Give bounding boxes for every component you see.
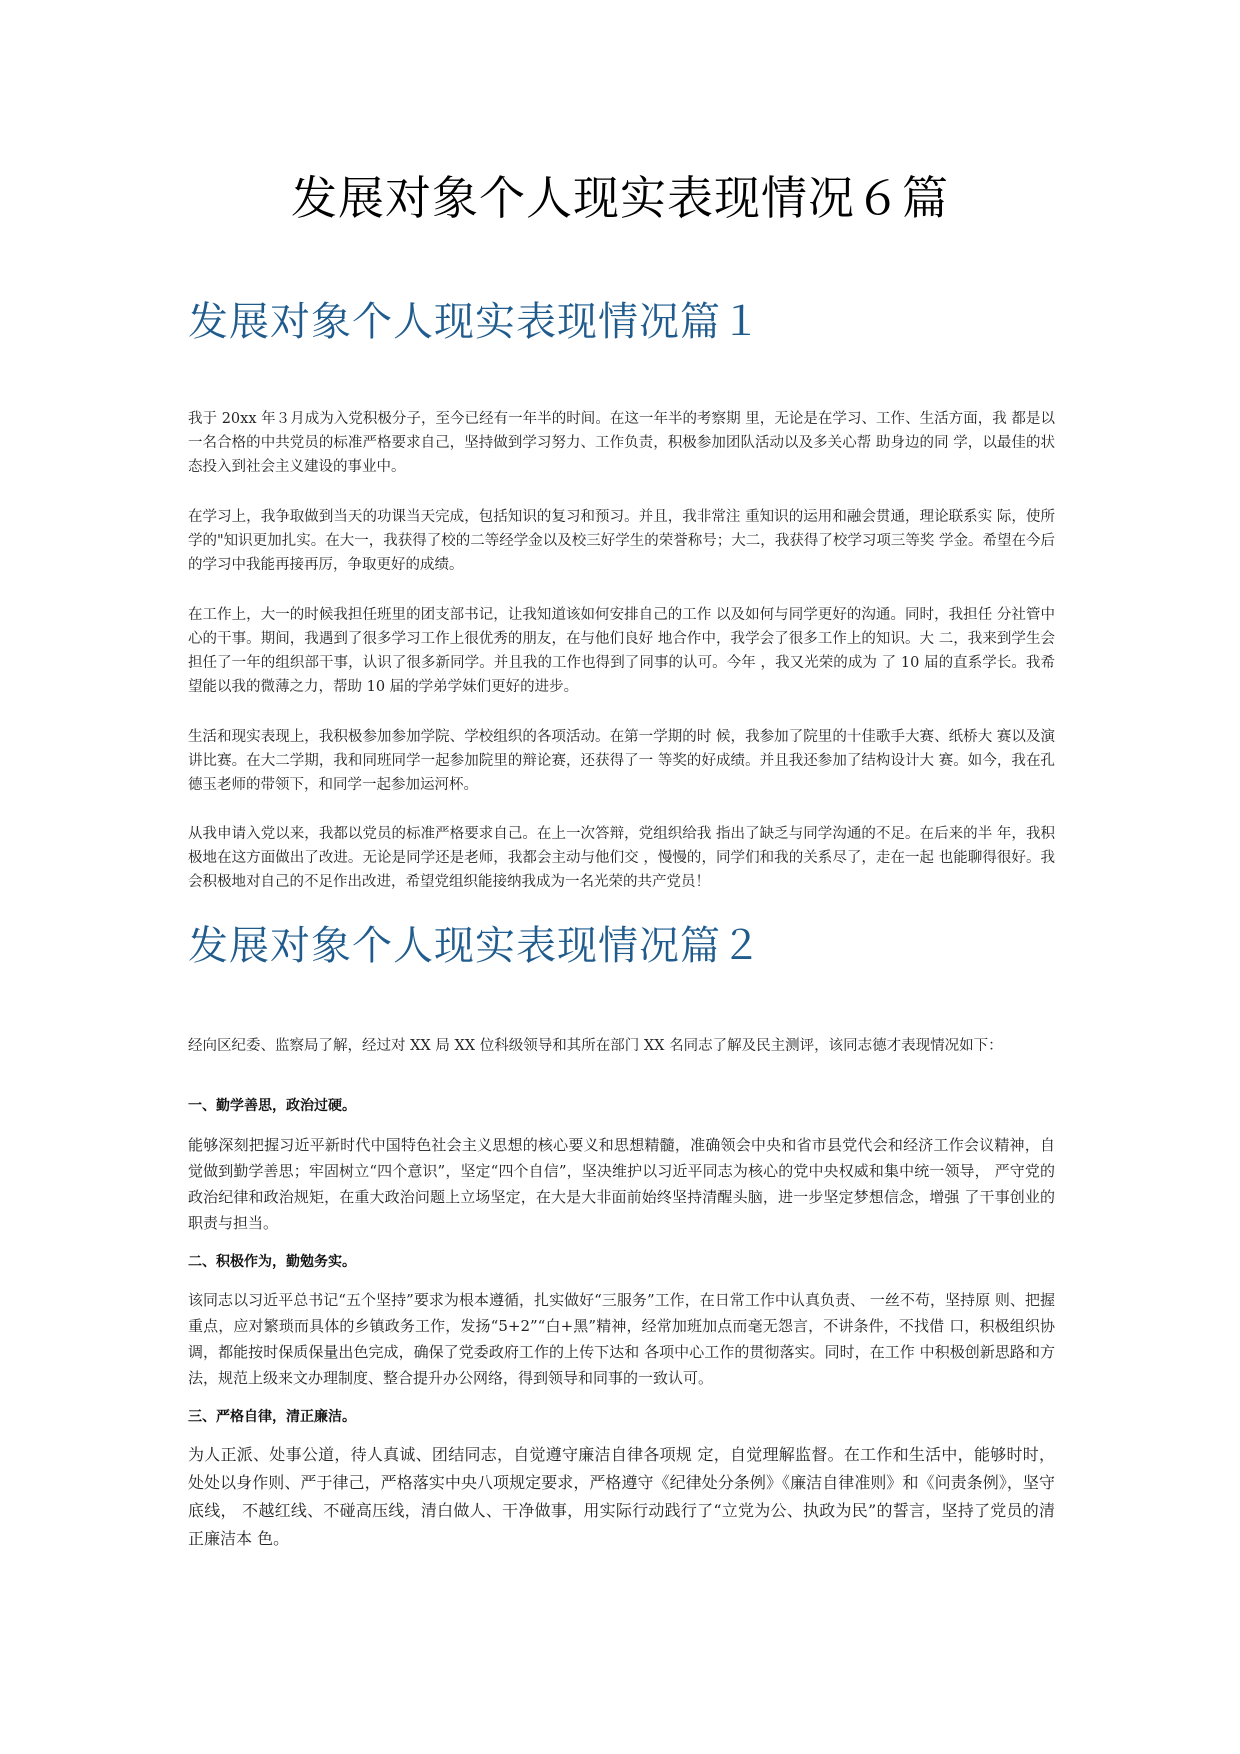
section-2-intro: 经向区纪委、监察局了解，经过对 XX 局 XX 位科级领导和其所在部门 XX 名同志了解及民主测评，该同志德才表现情况如下： bbox=[188, 1038, 1003, 1054]
document-title: 发展对象个人现实表现情况６篇 bbox=[291, 171, 949, 225]
section-1-paragraph-4: 生活和现实表现上，我积极参加参加学院、学校组织的各项活动。在第一学期的时 候，我参加了院里的十佳歌手大赛、纸桥大 赛以及演讲比赛。在大二学期，我和同班同学一起参加院里的辩论赛，还获得了一 等奖的好成绩。并且我还参加了结构设计大 赛。如今，我在孔德玉老师的带领下，和同学一起参加运河杯。 bbox=[188, 729, 1055, 793]
section-2-item-1-heading: 一、勤学善思，政治过硬。 bbox=[188, 1098, 356, 1114]
section-2-item-1-text: 能够深刻把握习近平新时代中国特色社会主义思想的核心要义和思想精髓，准确领会中央和省市县党代会和经济工作会议精神，自觉做到勤学善思；牢固树立“四个意识”，坚定“四个自信”，坚决维护以习近平同志为核心的党中央权威和集中统一领导， 严守党的政治纪律和政治规矩，在重大政治问题上立场坚定，在大是大非面前始终坚持清醒头脑，进一步坚定梦想信念，增强 了干事创业的职责与担当。 bbox=[188, 1136, 1055, 1232]
section-1-paragraph-3: 在工作上，大一的时候我担任班里的团支部书记，让我知道该如何安排自己的工作 以及如何与同学更好的沟通。同时，我担任 分社管中心的干事。期间，我遇到了很多学习工作上很优秀的朋友，在与他们良好 地合作中，我学会了很多工作上的知识。大 二，我来到学生会担任了一年的组织部干事，认识了很多新同学。并且我的工作也得到了同事的认可。今年 ，我又光荣的成为 了 10 届的直系学长。我希望能以我的微薄之力，帮助 10 届的学弟学妹们更好的进步。 bbox=[188, 607, 1055, 695]
section-2-item-3-text: 为人正派、处事公道，待人真诚、团结同志，自觉遵守廉洁自律各项规 定，自觉理解监督。在工作和生活中，能够时时，处处以身作则、严于律己，严格落实中央八项规定要求，严格遵守《纪律处分条例》《廉洁自律准则》和《问责条例》，坚守底线， 不越红线、不碰高压线，清白做人、干净做事，用实际行动践行了“立党为公、执政为民”的誓言，坚持了党员的清正廉洁本 色。 bbox=[188, 1445, 1055, 1548]
section-1-heading: 发展对象个人现实表现情况篇１ bbox=[188, 299, 762, 345]
section-1-paragraph-1: 我于 20xx 年３月成为入党积极分子，至今已经有一年半的时间。在这一年半的考察期 里，无论是在学习、工作、生活方面，我 都是以一名合格的中共党员的标准严格要求自己，坚持做到学习努力、工作负责，积极参加团队活动以及多关心帮 助身边的同 学，以最佳的状态投入到社会主义建设的事业中。 bbox=[188, 411, 1055, 475]
section-1-paragraph-2: 在学习上，我争取做到当天的功课当天完成，包括知识的复习和预习。并且，我非常注 重知识的运用和融会贯通，理论联系实 际，使所学的"知识更加扎实。在大一，我获得了校的二等经学金以及校三好学生的荣誉称号；大二，我获得了校学习项三等奖 学金。希望在今后的学习中我能再接再厉，争取更好的成绩。 bbox=[188, 509, 1055, 573]
section-2-item-2-heading: 二、积极作为，勤勉务实。 bbox=[188, 1254, 356, 1270]
section-2-heading: 发展对象个人现实表现情况篇２ bbox=[188, 923, 762, 969]
section-2-item-2-text: 该同志以习近平总书记“五个坚持”要求为根本遵循，扎实做好“三服务”工作，在日常工作中认真负责、 一丝不苟，坚持原 则、把握重点，应对繁琐而具体的乡镇政务工作，发扬“5+2”“白+黑”精神，经常加班加点而毫无怨言，不讲条件，不找借 口，积极组织协调，都能按时保质保量出色完成，确保了党委政府工作的上传下达和 各项中心工作的贯彻落实。同时，在工作 中积极创新思路和方法，规范上级来文办理制度、整合提升办公网络，得到领导和同事的一致认可。 bbox=[188, 1291, 1055, 1387]
section-2-item-3-heading: 三、严格自律，清正廉洁。 bbox=[188, 1409, 356, 1425]
section-1-paragraph-5: 从我申请入党以来，我都以党员的标准严格要求自己。在上一次答辩，党组织给我 指出了缺乏与同学沟通的不足。在后来的半 年，我积极地在这方面做出了改进。无论是同学还是老师，我都会主动与他们交 ，慢慢的，同学们和我的关系尽了，走在一起 也能聊得很好。我会积极地对自己的不足作出改进，希望党组织能接纳我成为一名光荣的共产党员！ bbox=[188, 826, 1055, 890]
